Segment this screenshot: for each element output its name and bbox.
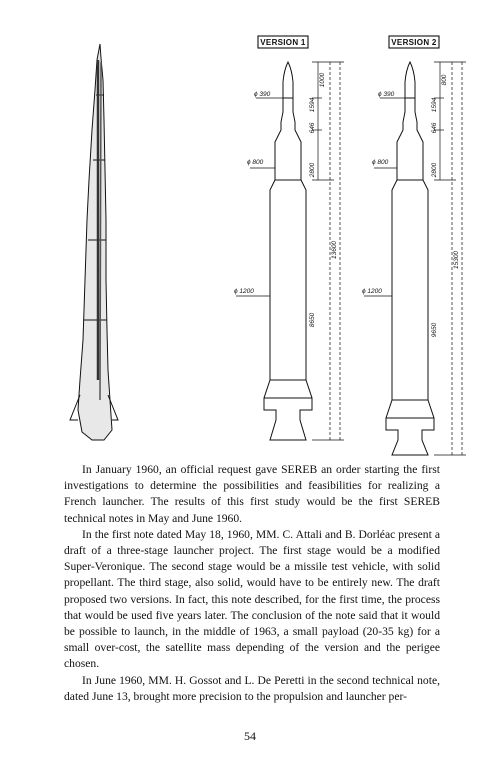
body-text [64,462,440,705]
version-2-label: VERSION 2 [391,38,437,47]
v2-dia-390: ϕ 390 [378,91,395,98]
v2-len-inter: 646 [431,122,438,134]
version-1-outline [264,62,312,440]
rocket-sketch [70,44,118,440]
version-2-dimensions [364,62,466,455]
paragraph-2: In the first note dated May 18, 1960, MM. C. Attali and B. Dorléac present a draft of a three-stage launcher project. The first stage would be a modified Super-Veronique. The second stage would be a missile test vehicle, with solid propellant. The third stage, also solid, would have to be entirely new. The draft proposed two versions. In fact, this note described, for the first time, the process that would be used five years later. The conclusion of the note said that it would be possible to launch, in the middle of 1963, a small payload (20-35 kg) for a small over-cost, the satellite mass depending of the version and the perigee chosen. [64,527,440,671]
v1-len-nose: 1000 [319,72,326,88]
v2-len-total: 15300 [453,250,460,270]
v2-dia-800: ϕ 800 [372,159,389,166]
version-2-outline [386,62,434,455]
paragraph-3: In June 1960, MM. H. Gossot and L. De Peretti in the second technical note, dated June 13, brought more precision to the propulsion and launcher per- [64,673,440,703]
v1-len-inter: 646 [309,122,316,134]
v1-len-total: 13600 [331,240,338,260]
v2-dia-1200: ϕ 1200 [362,288,382,295]
v1-dia-390: ϕ 390 [254,91,271,98]
version-1-label: VERSION 1 [260,38,306,47]
v1-len-3: 1594 [309,97,316,113]
paragraph-1: In January 1960, an official request gave SEREB an order starting the first investigations to determine the possibilities and feasibilities for realizing a French launcher. The results of this first study would be the first SEREB technical notes in May and June 1960. [64,463,440,525]
v2-len-3: 1594 [431,97,438,113]
version-1-dimensions [236,62,344,440]
v1-dia-1200: ϕ 1200 [234,288,254,295]
v2-len-nose: 800 [441,74,448,86]
page-number: 54 [244,729,256,743]
v2-len-2: 2800 [431,162,438,178]
v1-dia-800: ϕ 800 [247,159,264,166]
v2-len-1: 9650 [431,322,438,338]
v1-len-2: 2800 [309,162,316,178]
v1-len-1: 8650 [309,312,316,328]
